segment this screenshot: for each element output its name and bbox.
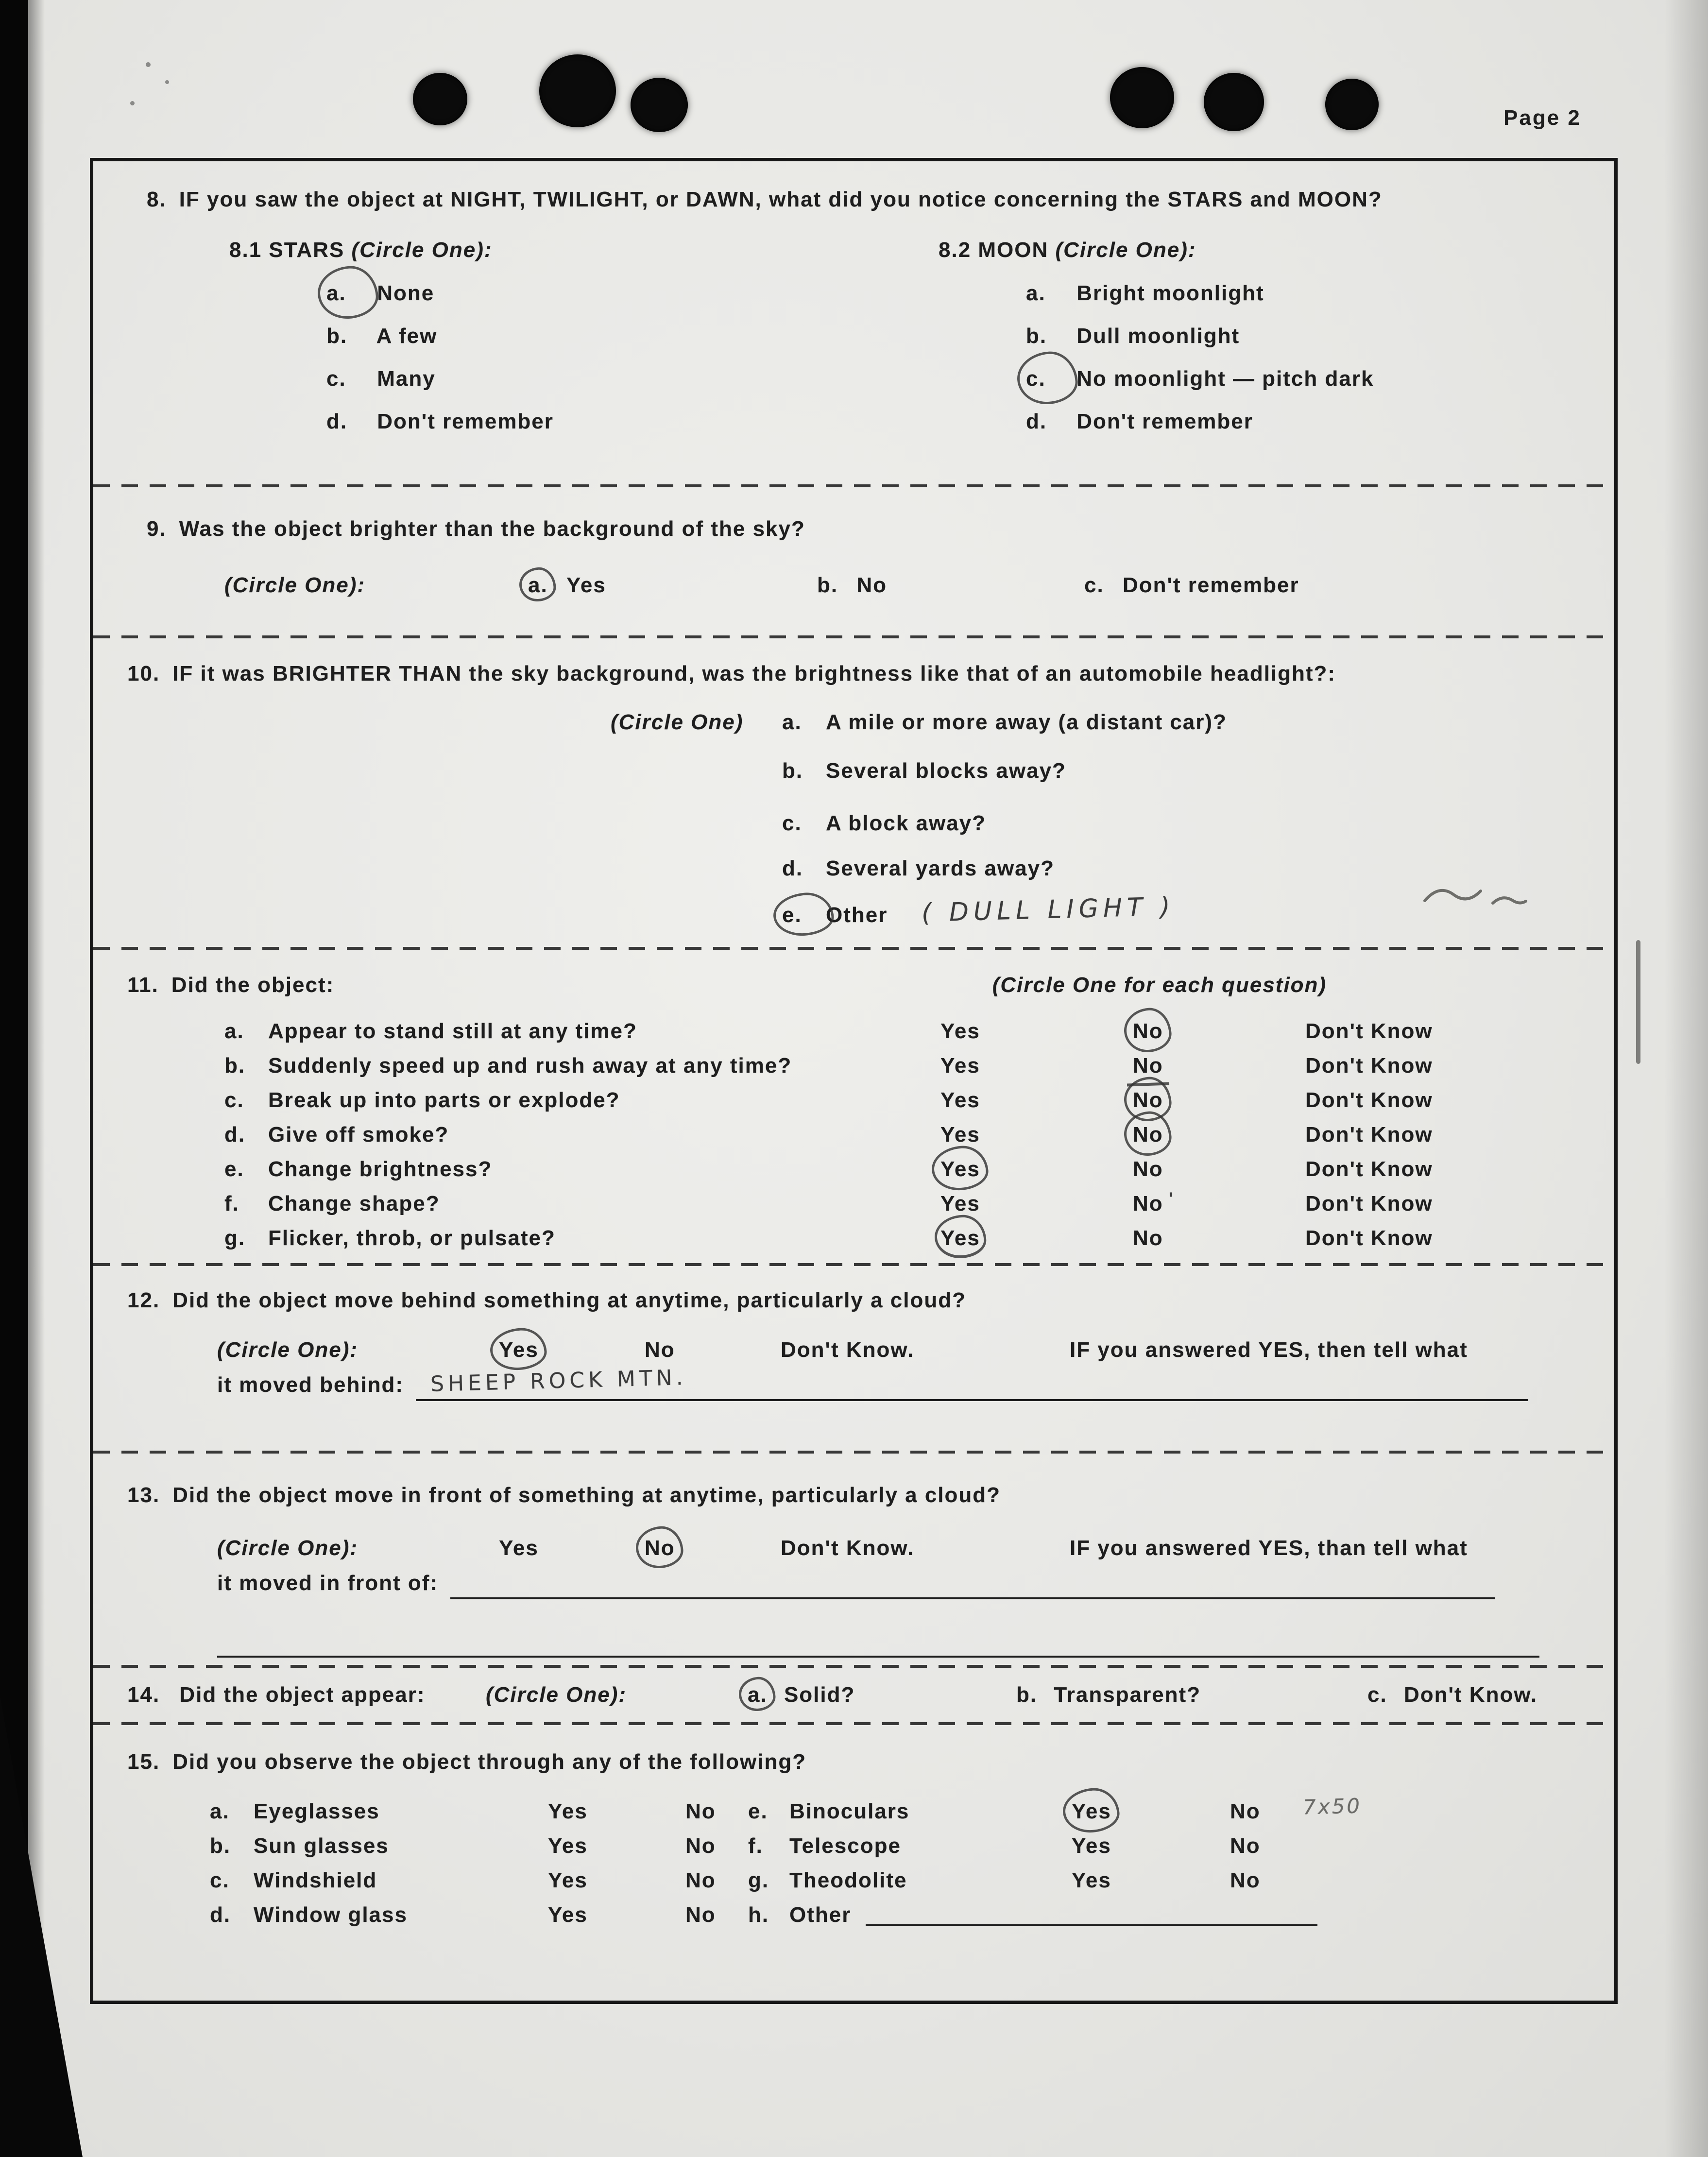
option-text: Don't remember — [1122, 573, 1299, 597]
question-row — [93, 1048, 1614, 1083]
device-row — [210, 1898, 748, 1932]
answer-no: No ' — [1133, 1186, 1163, 1221]
option-letter: b. — [817, 573, 838, 597]
answer-dont-know: Don't Know — [1305, 1226, 1433, 1250]
question-14-section — [93, 1668, 1614, 1722]
option-row — [528, 573, 817, 598]
circle-one-note: (Circle One): — [486, 1683, 627, 1707]
answer-yes: Yes — [548, 1903, 588, 1927]
row-letter: d. — [210, 1903, 231, 1927]
answer-blank-line — [217, 1431, 1539, 1451]
answer-yes: Yes — [548, 1868, 588, 1892]
option-letter: b. — [1016, 1683, 1038, 1707]
answer-dont-know: Don't Know — [1305, 1192, 1433, 1215]
stars-heading: 8.1 STARS — [229, 238, 345, 262]
option-text: No moonlight — pitch dark — [1076, 367, 1374, 391]
question-text: Did the object: — [171, 973, 335, 997]
question-text: Did the object move in front of something at anytime, particularly a cloud? — [172, 1483, 1001, 1507]
row-text: Windshield — [254, 1868, 377, 1892]
answer-yes: Yes — [940, 1192, 980, 1215]
option-letter: c. — [1367, 1683, 1387, 1707]
circle-one-note: (Circle One): — [217, 1536, 359, 1560]
question-number: 9. — [147, 517, 167, 541]
question-number: 13. — [127, 1483, 160, 1507]
answer-dont-know: Don't Know — [1305, 1054, 1433, 1078]
option-row — [326, 315, 939, 358]
question-number: 10. — [127, 662, 160, 685]
option-text: A mile or more away (a distant car)? — [826, 710, 1227, 734]
moon-subheading — [939, 238, 1374, 262]
option-letter: b. — [326, 324, 348, 348]
option-letter: c. — [1084, 573, 1104, 597]
row-letter: f. — [748, 1834, 763, 1858]
row-letter: e. — [748, 1799, 768, 1823]
option-text: Bright moonlight — [1076, 281, 1264, 305]
option-letter: c. — [1026, 358, 1070, 400]
answer-dont-know: Don't Know. — [781, 1338, 915, 1362]
stars-subheading — [229, 238, 939, 262]
row-text: Window glass — [254, 1903, 408, 1927]
device-row — [210, 1829, 748, 1863]
scan-edge-right-shade — [1664, 0, 1708, 2157]
question-number: 11. — [127, 973, 159, 997]
row-letter: h. — [748, 1903, 769, 1927]
question-text: Did you observe the object through any of the following? — [172, 1750, 807, 1774]
option-letter: a. — [748, 1683, 768, 1707]
option-text: None — [377, 281, 435, 305]
circle-one-note: (Circle One) — [611, 710, 744, 734]
device-row — [748, 1898, 1362, 1932]
question-text: IF you saw the object at NIGHT, TWILIGHT, or DAWN, what did you notice concerning the STARS and MOON? — [179, 188, 1383, 211]
answer-yes: Yes — [1072, 1834, 1111, 1858]
answer-yes: Yes — [940, 1019, 980, 1043]
answer-yes: Yes — [499, 1334, 539, 1366]
option-text: Transparent? — [1054, 1683, 1201, 1707]
row-letter: e. — [224, 1157, 244, 1181]
option-letter: d. — [782, 856, 803, 880]
answer-yes: Yes — [548, 1834, 588, 1858]
row-text: Give off smoke? — [268, 1123, 449, 1147]
option-row — [326, 358, 939, 400]
row-letter: g. — [224, 1226, 246, 1250]
questionnaire-form — [90, 158, 1618, 2004]
row-text: Other — [789, 1903, 852, 1927]
answer-yes: Yes — [940, 1088, 980, 1112]
option-row — [1026, 315, 1374, 358]
row-text: Theodolite — [789, 1868, 907, 1892]
row-text: Sun glasses — [254, 1834, 389, 1858]
question-number: 8. — [147, 188, 167, 211]
pencil-speck — [130, 101, 135, 105]
answer-dont-know: Don't Know — [1305, 1157, 1433, 1181]
question-row — [93, 1117, 1614, 1152]
row-text: Telescope — [789, 1834, 901, 1858]
row-text: Flicker, throb, or pulsate? — [268, 1226, 556, 1250]
question-row — [93, 1014, 1614, 1048]
punch-hole — [631, 78, 688, 132]
option-text: A few — [376, 324, 438, 348]
option-row — [1084, 573, 1299, 598]
punch-hole — [1204, 73, 1264, 131]
row-text: Break up into parts or explode? — [268, 1088, 620, 1112]
option-text: A block away? — [826, 811, 987, 835]
punch-hole — [539, 54, 616, 127]
row-text: Suddenly speed up and rush away at any time? — [268, 1054, 792, 1078]
circle-one-note: (Circle One): — [217, 1338, 359, 1362]
answer-blank-line — [217, 1633, 1539, 1658]
option-letter: c. — [326, 367, 346, 391]
answer-yes: Yes — [940, 1054, 980, 1078]
row-text: Eyeglasses — [254, 1799, 380, 1823]
answer-no: No — [685, 1799, 716, 1823]
row-letter: a. — [224, 1019, 244, 1043]
question-12-section — [93, 1266, 1614, 1451]
row-text: Appear to stand still at any time? — [268, 1019, 637, 1043]
handwritten-other-answer: ( DULL LIGHT ) — [921, 892, 1176, 928]
question-13-section — [93, 1454, 1614, 1665]
question-text: Did the object move behind something at anytime, particularly a cloud? — [172, 1288, 966, 1312]
option-letter: b. — [1026, 324, 1047, 348]
instruction-text: IF you answered YES, then tell what — [1070, 1338, 1468, 1362]
answer-yes: Yes — [940, 1221, 980, 1255]
scan-edge-shadow — [28, 0, 45, 2157]
circle-one-note: (Circle One): — [351, 238, 493, 262]
option-letter: d. — [326, 410, 348, 433]
option-text: No — [856, 573, 887, 597]
row-letter: g. — [748, 1868, 769, 1892]
row-text: Binoculars — [789, 1799, 910, 1823]
option-text: Don't remember — [377, 410, 554, 433]
option-row — [326, 400, 939, 443]
option-text: Many — [377, 367, 436, 391]
question-row — [93, 1152, 1614, 1186]
option-text: Yes — [566, 573, 606, 597]
answer-no: No — [1230, 1868, 1261, 1892]
option-row — [817, 573, 1084, 598]
answer-no: No — [1133, 1014, 1163, 1048]
pencil-speck — [165, 80, 169, 84]
answer-no: No — [1133, 1083, 1163, 1117]
option-row — [1026, 400, 1374, 443]
option-letter: c. — [782, 811, 802, 835]
answer-no: No — [1133, 1117, 1163, 1152]
q15-right-column — [748, 1794, 1362, 1932]
question-10-section — [93, 638, 1614, 947]
question-text: Was the object brighter than the background of the sky? — [179, 517, 805, 541]
question-row — [93, 1221, 1614, 1255]
option-letter: a. — [782, 710, 802, 734]
answer-no: No — [645, 1532, 675, 1564]
row-letter: c. — [224, 1088, 244, 1112]
answer-no: No — [685, 1834, 716, 1858]
option-text: Don't Know. — [1403, 1683, 1538, 1707]
answer-no: No — [685, 1903, 716, 1927]
handwritten-answer: SHEEP ROCK MTN. — [430, 1365, 687, 1397]
row-letter: c. — [210, 1868, 230, 1892]
question-number: 15. — [127, 1750, 160, 1774]
row-text: Change brightness? — [268, 1157, 493, 1181]
punch-hole — [413, 73, 467, 125]
answer-yes: Yes — [1072, 1868, 1111, 1892]
moon-heading: 8.2 MOON — [939, 238, 1049, 262]
question-number: 14. — [127, 1683, 160, 1707]
option-text: Several yards away? — [826, 856, 1055, 880]
question-number: 12. — [127, 1288, 160, 1312]
question-15-section — [93, 1725, 1614, 2001]
question-8-section — [93, 161, 1614, 484]
device-row — [748, 1863, 1362, 1898]
option-row — [1026, 358, 1374, 400]
question-text: Did the object appear: — [179, 1683, 426, 1707]
question-row — [93, 1186, 1614, 1221]
circle-one-note: (Circle One): — [1055, 238, 1196, 262]
question-11-section — [93, 950, 1614, 1263]
row-text: Change shape? — [268, 1192, 440, 1215]
circle-one-note: (Circle One): — [224, 573, 366, 597]
answer-no: No — [1133, 1048, 1163, 1083]
device-row — [748, 1829, 1362, 1863]
device-row — [210, 1794, 748, 1829]
option-row — [326, 272, 939, 315]
question-text: IF it was BRIGHTER THAN the sky background, was the brightness like that of an automobile headlight?: — [172, 662, 1336, 685]
answer-yes: Yes — [940, 1152, 980, 1186]
option-row — [1026, 272, 1374, 315]
instruction-text: IF you answered YES, than tell what — [1070, 1536, 1468, 1560]
answer-dont-know: Don't Know — [1305, 1123, 1433, 1147]
circle-one-note: (Circle One for each question) — [992, 973, 1327, 997]
row-letter: f. — [224, 1192, 239, 1215]
q15-left-column — [93, 1794, 748, 1932]
moon-column — [939, 238, 1374, 443]
answer-dont-know: Don't Know — [1305, 1019, 1433, 1043]
row-letter: d. — [224, 1123, 246, 1147]
question-9-section — [93, 487, 1614, 635]
punch-hole — [1325, 79, 1379, 130]
option-letter: a. — [528, 573, 548, 597]
other-blank-line — [866, 1904, 1317, 1926]
option-text: Don't remember — [1076, 410, 1253, 433]
question-row — [93, 1083, 1614, 1117]
answer-blank-line — [450, 1575, 1495, 1599]
answer-no: No — [685, 1868, 716, 1892]
answer-no: No — [1133, 1157, 1163, 1181]
pencil-speck — [146, 62, 151, 67]
stars-column — [93, 238, 939, 443]
row-letter: b. — [224, 1054, 246, 1078]
device-row — [748, 1794, 1362, 1829]
answer-dont-know: Don't Know. — [781, 1536, 915, 1560]
answer-yes: Yes — [548, 1799, 588, 1823]
option-letter: e. — [782, 899, 826, 932]
row-letter: b. — [210, 1834, 231, 1858]
prompt-text: it moved in front of: — [217, 1571, 439, 1595]
option-text: Solid? — [784, 1683, 855, 1707]
option-letter: a. — [326, 272, 370, 315]
option-letter: b. — [782, 759, 803, 783]
pen-scribble — [1420, 874, 1532, 918]
option-text: Several blocks away? — [826, 759, 1066, 783]
option-text: Other — [826, 903, 888, 927]
row-letter: a. — [210, 1799, 230, 1823]
page-number: Page 2 — [1503, 106, 1581, 130]
punch-hole — [1110, 67, 1174, 128]
answer-no: No — [645, 1338, 675, 1362]
prompt-text: it moved behind: — [217, 1373, 404, 1397]
option-letter: d. — [1026, 410, 1047, 433]
option-letter: a. — [1026, 281, 1046, 305]
option-text: Dull moonlight — [1076, 324, 1240, 348]
answer-yes: Yes — [1072, 1794, 1111, 1829]
answer-no: No — [1230, 1834, 1261, 1858]
answer-no: No — [1230, 1799, 1261, 1823]
handwritten-binocular-spec: 7x50 — [1302, 1794, 1362, 1819]
scan-artifact — [1636, 940, 1640, 1064]
answer-yes: Yes — [499, 1536, 539, 1560]
device-row — [210, 1863, 748, 1898]
answer-blank-line — [416, 1365, 1528, 1401]
answer-yes: Yes — [940, 1123, 980, 1147]
answer-dont-know: Don't Know — [1305, 1088, 1433, 1112]
answer-no: No — [1133, 1226, 1163, 1250]
